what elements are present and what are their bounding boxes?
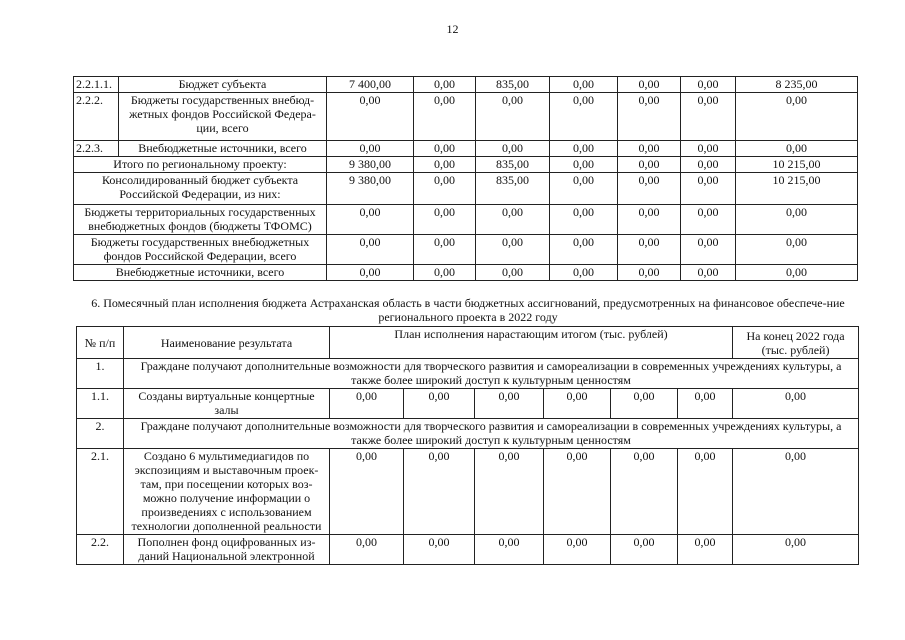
cell-value: 0,00 [681, 141, 736, 157]
cell-value: 0,00 [618, 141, 681, 157]
cell-value: 0,00 [550, 157, 618, 173]
cell-value: 0,00 [550, 205, 618, 235]
header-plan: План исполнения нарастающим итогом (тыс. рублей) [330, 327, 733, 359]
cell-value: 0,00 [733, 535, 859, 565]
total-label: Бюджеты государственных внебюджетных фондов Российской Федерации, всего [74, 235, 327, 265]
cell-value: 0,00 [736, 205, 858, 235]
cell-value: 0,00 [733, 389, 859, 419]
row-number: 2. [77, 419, 124, 449]
cell-value: 0,00 [476, 141, 550, 157]
cell-value: 10 215,00 [736, 157, 858, 173]
cell-value: 0,00 [736, 141, 858, 157]
total-label: Итого по региональному проекту: [74, 157, 327, 173]
row-number: 1.1. [77, 389, 124, 419]
header-end: На конец 2022 года (тыс. рублей) [733, 327, 859, 359]
cell-value: 835,00 [476, 77, 550, 93]
cell-value: 0,00 [476, 93, 550, 141]
cell-value: 0,00 [475, 389, 544, 419]
cell-value: 0,00 [327, 265, 414, 281]
cell-value: 0,00 [330, 389, 404, 419]
cell-value: 0,00 [681, 173, 736, 205]
cell-value: 0,00 [681, 157, 736, 173]
table-row [74, 77, 858, 93]
table-row [74, 141, 858, 157]
row-number: 2.2.1.1. [74, 77, 119, 93]
cell-value: 0,00 [733, 449, 859, 535]
cell-value: 0,00 [404, 389, 475, 419]
row-number: 2.1. [77, 449, 124, 535]
cell-value: 835,00 [476, 157, 550, 173]
cell-value: 0,00 [681, 93, 736, 141]
table-header-row [77, 327, 859, 359]
budget-table [73, 76, 858, 281]
row-name: Внебюджетные источники, всего [119, 141, 327, 157]
cell-value: 0,00 [618, 235, 681, 265]
cell-value: 0,00 [681, 77, 736, 93]
cell-value: 0,00 [414, 77, 476, 93]
cell-value: 0,00 [476, 205, 550, 235]
cell-value: 0,00 [327, 141, 414, 157]
cell-value: 0,00 [681, 205, 736, 235]
cell-value: 0,00 [414, 93, 476, 141]
row-name: Пополнен фонд оцифрованных из-даний Национальной электронной [124, 535, 330, 565]
cell-value: 9 380,00 [327, 157, 414, 173]
table-row [74, 265, 858, 281]
cell-value: 0,00 [550, 235, 618, 265]
cell-value: 0,00 [327, 93, 414, 141]
cell-value: 0,00 [618, 205, 681, 235]
section-title: 6. Помесячный план исполнения бюджета Астраханская область в части бюджетных ассигнований, предусмотренных на финансовое обеспече-ние регионального проекта в 2022 году [91, 296, 845, 324]
row-name: Бюджет субъекта [119, 77, 327, 93]
cell-value: 0,00 [414, 141, 476, 157]
cell-value: 0,00 [404, 535, 475, 565]
row-name: Создано 6 мультимедиагидов по экспозициям и выставочным проек-там, при посещении которых воз-можно получение информации о произведениях с использованием технологии дополненной реальности [124, 449, 330, 535]
cell-value: 0,00 [414, 205, 476, 235]
cell-value: 0,00 [550, 93, 618, 141]
header-name: Наименование результата [124, 327, 330, 359]
cell-value: 0,00 [618, 265, 681, 281]
cell-value: 835,00 [476, 173, 550, 205]
table-row [74, 157, 858, 173]
row-number: 2.2.3. [74, 141, 119, 157]
section-row [77, 359, 859, 389]
cell-value: 0,00 [327, 235, 414, 265]
cell-value: 0,00 [414, 173, 476, 205]
cell-value: 0,00 [736, 265, 858, 281]
cell-value: 0,00 [678, 389, 733, 419]
monthly-plan-table [76, 326, 859, 565]
page-number: 12 [446, 22, 459, 36]
table-row [74, 173, 858, 205]
cell-value: 0,00 [330, 449, 404, 535]
row-number: 2.2. [77, 535, 124, 565]
section-row [77, 419, 859, 449]
cell-value: 0,00 [544, 389, 611, 419]
cell-value: 0,00 [681, 265, 736, 281]
cell-value: 0,00 [476, 235, 550, 265]
row-number: 2.2.2. [74, 93, 119, 141]
cell-value: 0,00 [611, 449, 678, 535]
cell-value: 0,00 [736, 235, 858, 265]
section-text: Граждане получают дополнительные возможности для творческого развития и самореализации в современных учреждениях культуры, а также более широкий доступ к культурным ценностям [124, 419, 859, 449]
table-row [74, 235, 858, 265]
cell-value: 0,00 [404, 449, 475, 535]
table-row [77, 389, 859, 419]
cell-value: 10 215,00 [736, 173, 858, 205]
cell-value: 0,00 [476, 265, 550, 281]
cell-value: 9 380,00 [327, 173, 414, 205]
table-row [77, 535, 859, 565]
cell-value: 0,00 [550, 265, 618, 281]
cell-value: 0,00 [550, 173, 618, 205]
cell-value: 0,00 [681, 235, 736, 265]
cell-value: 0,00 [330, 535, 404, 565]
cell-value: 0,00 [618, 93, 681, 141]
cell-value: 0,00 [678, 535, 733, 565]
cell-value: 0,00 [611, 389, 678, 419]
cell-value: 0,00 [475, 449, 544, 535]
total-label: Внебюджетные источники, всего [74, 265, 327, 281]
table-row [77, 449, 859, 535]
cell-value: 0,00 [736, 93, 858, 141]
section-text: Граждане получают дополнительные возможности для творческого развития и самореализации в современных учреждениях культуры, а также более широкий доступ к культурным ценностям [124, 359, 859, 389]
total-label: Консолидированный бюджет субъекта Российской Федерации, из них: [74, 173, 327, 205]
cell-value: 0,00 [327, 205, 414, 235]
cell-value: 0,00 [550, 141, 618, 157]
row-name: Бюджеты государственных внебюд-жетных фондов Российской Федера-ции, всего [119, 93, 327, 141]
row-number: 1. [77, 359, 124, 389]
cell-value: 0,00 [618, 173, 681, 205]
cell-value: 0,00 [414, 265, 476, 281]
cell-value: 0,00 [618, 157, 681, 173]
cell-value: 0,00 [618, 77, 681, 93]
table-row [74, 93, 858, 141]
table-row [74, 205, 858, 235]
row-name: Созданы виртуальные концертные залы [124, 389, 330, 419]
cell-value: 7 400,00 [327, 77, 414, 93]
cell-value: 0,00 [678, 449, 733, 535]
cell-value: 0,00 [414, 157, 476, 173]
total-label: Бюджеты территориальных государственных внебюджетных фондов (бюджеты ТФОМС) [74, 205, 327, 235]
cell-value: 0,00 [475, 535, 544, 565]
cell-value: 0,00 [611, 535, 678, 565]
cell-value: 0,00 [414, 235, 476, 265]
header-num: № п/п [77, 327, 124, 359]
cell-value: 8 235,00 [736, 77, 858, 93]
cell-value: 0,00 [550, 77, 618, 93]
cell-value: 0,00 [544, 535, 611, 565]
cell-value: 0,00 [544, 449, 611, 535]
